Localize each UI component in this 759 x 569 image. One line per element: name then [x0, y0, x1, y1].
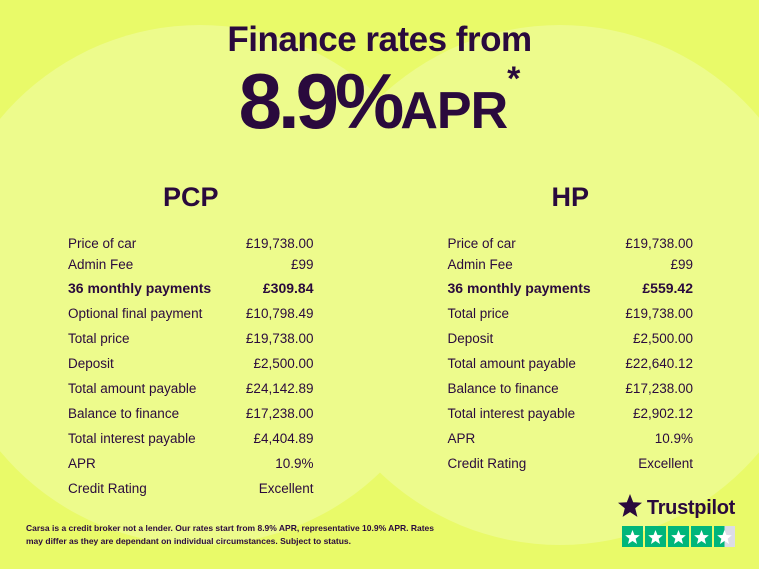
row-label: Total amount payable	[447, 356, 576, 371]
row-label: Admin Fee	[447, 257, 513, 272]
rate-unit: APR	[400, 82, 508, 140]
row-label: Total amount payable	[68, 381, 197, 396]
row-value: £2,902.12	[632, 406, 693, 421]
row-label: Credit Rating	[68, 481, 147, 496]
table-row	[68, 476, 314, 501]
finance-table-pcp	[68, 233, 314, 501]
rate-display	[0, 57, 759, 145]
row-value: £309.84	[262, 280, 314, 296]
row-value: Excellent	[258, 481, 314, 496]
row-value: 10.9%	[654, 431, 693, 446]
finance-column-hp	[380, 182, 759, 501]
row-value: £99	[290, 257, 314, 272]
row-value: £2,500.00	[253, 356, 314, 371]
row-value: £24,142.89	[245, 381, 314, 396]
table-row	[448, 254, 694, 275]
table-row	[68, 254, 314, 275]
row-label: Balance to finance	[68, 406, 180, 421]
row-label: 36 monthly payments	[447, 280, 591, 296]
table-row	[68, 451, 314, 476]
row-label: Balance to finance	[447, 381, 559, 396]
table-row	[448, 326, 694, 351]
star-icon-filled-4	[691, 526, 712, 547]
table-row	[448, 301, 694, 326]
row-value: £10,798.49	[245, 306, 314, 321]
row-value: £99	[670, 257, 693, 272]
trustpilot-stars	[618, 526, 735, 547]
trustpilot-star-icon	[618, 494, 642, 522]
column-title-pcp: PCP	[162, 182, 219, 212]
table-row-highlight	[448, 275, 694, 301]
page-title: Finance rates from	[227, 20, 532, 59]
row-value: £19,738.00	[625, 306, 693, 321]
row-label: Total price	[68, 331, 130, 346]
row-value: Excellent	[638, 456, 693, 471]
row-label: Optional final payment	[68, 306, 203, 321]
star-icon-half-5	[714, 526, 735, 547]
table-row	[448, 451, 694, 476]
table-row	[68, 233, 314, 254]
row-label: Credit Rating	[447, 456, 527, 471]
row-value: £19,738.00	[245, 331, 314, 346]
row-value: £19,738.00	[625, 236, 693, 251]
row-value: £559.42	[642, 280, 693, 296]
table-row	[448, 401, 694, 426]
star-icon-filled-2	[645, 526, 666, 547]
row-label: Total interest payable	[447, 406, 576, 421]
row-label: Deposit	[68, 356, 114, 371]
table-row	[68, 301, 314, 326]
row-label: APR	[68, 456, 96, 471]
row-label: Admin Fee	[68, 257, 134, 272]
table-row-highlight	[68, 275, 314, 301]
row-label: Price of car	[68, 236, 137, 251]
table-row	[68, 426, 314, 451]
row-value: £2,500.00	[632, 331, 693, 346]
table-row	[68, 351, 314, 376]
table-row	[448, 426, 694, 451]
row-value: 10.9%	[275, 456, 314, 471]
table-row	[448, 376, 694, 401]
table-row	[68, 326, 314, 351]
row-label: Total interest payable	[68, 431, 196, 446]
row-label: Total price	[447, 306, 510, 321]
row-label: Price of car	[447, 236, 516, 251]
finance-table-hp	[448, 233, 694, 476]
finance-column-pcp	[0, 182, 380, 501]
row-label: APR	[447, 431, 476, 446]
row-value: £4,404.89	[253, 431, 314, 446]
trustpilot-label: Trustpilot	[646, 496, 735, 519]
row-value: £17,238.00	[245, 406, 314, 421]
disclaimer-text: Carsa is a credit broker not a lender. Our rates start from 8.9% APR, representative 10.9% APR. Rates may differ as they are dependant on individual circumstances. Subject to status.	[26, 523, 435, 546]
table-row	[448, 351, 694, 376]
table-row	[448, 233, 694, 254]
column-title-hp: HP	[551, 182, 589, 212]
star-icon-filled-3	[668, 526, 689, 547]
row-value: £22,640.12	[625, 356, 693, 371]
row-value: £17,238.00	[625, 381, 693, 396]
trustpilot-rating	[618, 494, 735, 547]
table-row	[68, 401, 314, 426]
row-label: 36 monthly payments	[68, 280, 212, 296]
finance-columns	[0, 182, 759, 501]
row-value: £19,738.00	[245, 236, 314, 251]
table-row	[68, 376, 314, 401]
asterisk-marker: *	[507, 60, 521, 98]
row-label: Deposit	[447, 331, 494, 346]
star-icon-filled-1	[622, 526, 643, 547]
rate-value: 8.9%	[238, 57, 401, 145]
